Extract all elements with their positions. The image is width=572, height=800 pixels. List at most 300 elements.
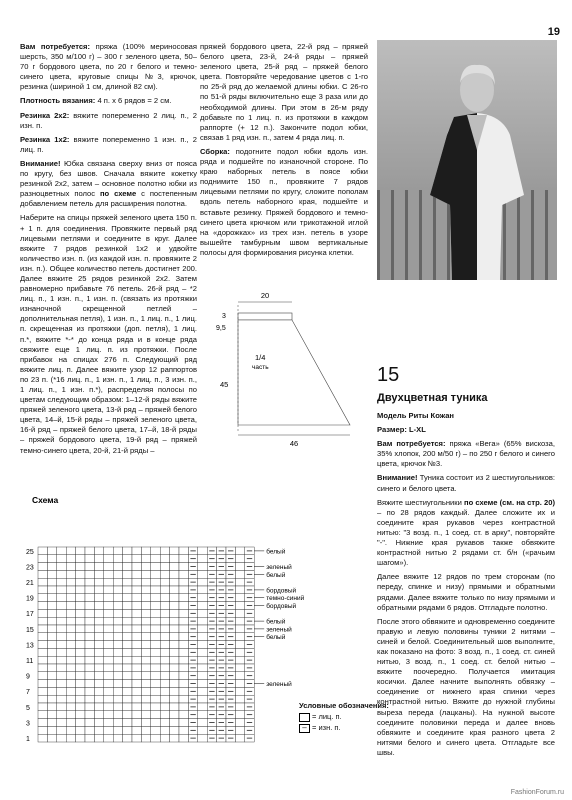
chart-cell xyxy=(94,563,103,571)
chart-cell xyxy=(94,625,103,633)
chart-cell xyxy=(141,547,150,555)
chart-cell xyxy=(76,633,85,641)
chart-cell xyxy=(38,664,47,672)
chart-cell xyxy=(57,648,66,656)
chart-cell xyxy=(94,555,103,563)
color-label: зеленый xyxy=(266,564,292,571)
chart-cell xyxy=(85,547,94,555)
chart-cell xyxy=(132,719,141,727)
chart-cell xyxy=(94,570,103,578)
chart-cell xyxy=(235,719,244,727)
chart-cell xyxy=(160,719,169,727)
chart-cell xyxy=(141,633,150,641)
chart-cell xyxy=(85,578,94,586)
chart-cell xyxy=(66,555,75,563)
chart-cell xyxy=(94,726,103,734)
chart-cell xyxy=(235,547,244,555)
chart-cell xyxy=(132,578,141,586)
chart-cell xyxy=(94,602,103,610)
chart-cell xyxy=(141,594,150,602)
chart-cell xyxy=(141,672,150,680)
chart-cell xyxy=(94,664,103,672)
chart-cell xyxy=(198,734,207,742)
color-label: белый xyxy=(266,571,286,579)
chart-cell xyxy=(198,570,207,578)
chart-cell xyxy=(66,680,75,688)
assembly-label: Сборка: xyxy=(200,146,230,156)
chart-cell xyxy=(113,719,122,727)
chart-cell xyxy=(66,703,75,711)
chart-cell xyxy=(94,609,103,617)
chart-cell xyxy=(76,672,85,680)
chart-cell xyxy=(85,617,94,625)
chart-cell xyxy=(66,570,75,578)
color-label: темно-синий xyxy=(266,595,305,603)
chart-cell xyxy=(170,594,179,602)
tunic-p2: Далее вяжите 12 рядов по трем сторонам (по переду, спинке и низу) прямыми и обратными рядами. Далее вяжите только по низу прямыми и обратными рядами 6 рядов. Отгладьте полотно. xyxy=(377,572,555,612)
chart-cell xyxy=(151,594,160,602)
chart-cell xyxy=(94,680,103,688)
chart-cell xyxy=(113,711,122,719)
chart-cell xyxy=(151,664,160,672)
chart-cell xyxy=(85,719,94,727)
chart-cell xyxy=(235,726,244,734)
chart-cell xyxy=(179,594,188,602)
chart-cell xyxy=(38,726,47,734)
chart-cell xyxy=(47,570,56,578)
main-paragraph: Наберите на спицы пряжей зеленого цвета 150 п. + 1 п. для соединения. Провяжите первый ряд лицевыми петлями и соедините в круг. Далее вяжите 7 рядов резинкой 1х2 и удвойте количество изн. п. (из каждой изн. п. провяжите 2 изн. п.). Общее количество петель достигнет 200. Далее вяжите 25 рядов резинкой 2х2. Затем равномерно прибавьте 76 петель. 26-й ряд – *2 лиц. п., 1 изн. п., 1 изн. п. (связать из протяжки изнаночной скрещенной петлей – дополнительная петля), 1 изн. п., 1 лиц. п., 1 лиц. п. скрещенная из протяжки (доп. петля), 1 лиц. п.*, вяжите *-* до конца ряда и в конце ряда свяжите еще 1 лиц. п. из протяжки. После прибавок на спицах 276 п. Следующий ряд вяжите лиц. п. Далее вяжите узор 12 раппортов по 23 п. (*16 лиц. п., 1 изн. п., 1 лиц. п., 3 изн. п., 1 лиц. п., 1 изн. п.*), распределяя полосы по цветам следующим образом: 1–12-й ряды вяжите пряжей зеленого цвета, 13-й ряд – пряжей белого цвета, 14–й, 15-й ряды – пряжей зеленого цвета, 16-й ряд – пряжей белого цвета, 17–й, 18-й ряды – пряжей бордового цвета, 19-й ряд – пряжей темно-синего цвета, 20-й, 21-й ряды – xyxy=(20,213,197,455)
chart-cell xyxy=(151,648,160,656)
chart-cell xyxy=(160,672,169,680)
chart-cell xyxy=(123,656,132,664)
part-label-2: часть xyxy=(252,364,269,371)
chart-cell xyxy=(57,672,66,680)
chart-cell xyxy=(132,617,141,625)
chart-cell xyxy=(57,711,66,719)
chart-cell xyxy=(151,719,160,727)
chart-cell xyxy=(179,664,188,672)
model-photo xyxy=(377,40,557,280)
chart-grid xyxy=(38,547,254,742)
chart-cell xyxy=(47,602,56,610)
chart-cell xyxy=(57,656,66,664)
chart-cell xyxy=(141,570,150,578)
chart-cell xyxy=(151,703,160,711)
chart-cell xyxy=(132,547,141,555)
chart-cell xyxy=(170,664,179,672)
chart-cell xyxy=(141,664,150,672)
chart-cell xyxy=(38,617,47,625)
chart-cell xyxy=(123,726,132,734)
chart-cell xyxy=(141,578,150,586)
chart-cell xyxy=(132,609,141,617)
chart-cell xyxy=(38,695,47,703)
chart-cell xyxy=(151,570,160,578)
chart-cell xyxy=(38,563,47,571)
rib22-text: вяжите попеременно 2 лиц. п., 2 изн. п. xyxy=(20,110,197,130)
chart-cell xyxy=(76,680,85,688)
chart-cell xyxy=(38,602,47,610)
chart-cell xyxy=(57,578,66,586)
chart-cell xyxy=(123,602,132,610)
chart-cell xyxy=(160,656,169,664)
chart-cell xyxy=(76,656,85,664)
chart-cell xyxy=(132,672,141,680)
chart-cell xyxy=(198,625,207,633)
chart-cell xyxy=(235,664,244,672)
chart-cell xyxy=(76,602,85,610)
chart-cell xyxy=(235,687,244,695)
chart-cell xyxy=(198,594,207,602)
row-number: 1 xyxy=(26,736,30,743)
chart-cell xyxy=(94,734,103,742)
chart-cell xyxy=(113,547,122,555)
chart-cell xyxy=(104,563,113,571)
chart-cell xyxy=(123,695,132,703)
tunic-note-text: Туника состоит из 2 шестиугольников: синего и белого цвета. xyxy=(377,473,555,493)
chart-cell xyxy=(141,563,150,571)
note-label: Внимание! xyxy=(20,158,61,168)
chart-cell xyxy=(160,687,169,695)
materials-label: Вам потребуется: xyxy=(20,42,91,51)
model-author-text: Модель Риты Кожан xyxy=(377,411,455,420)
chart-cell xyxy=(113,617,122,625)
chart-cell xyxy=(66,734,75,742)
row-number: 5 xyxy=(26,704,30,712)
chart-cell xyxy=(104,586,113,594)
chart-cell xyxy=(113,734,122,742)
density-label: Плотность вязания: xyxy=(20,96,96,106)
chart-cell xyxy=(179,648,188,656)
chart-cell xyxy=(132,555,141,563)
chart-cell xyxy=(170,726,179,734)
chart-cell xyxy=(47,563,56,571)
color-label: белый xyxy=(266,634,286,642)
chart-cell xyxy=(113,633,122,641)
chart-cell xyxy=(123,570,132,578)
p1-bold: по схеме (см. на стр. 20) xyxy=(463,497,555,507)
chart-cell xyxy=(57,547,66,555)
chart-cell xyxy=(160,711,169,719)
chart-cell xyxy=(113,586,122,594)
chart-cell xyxy=(66,711,75,719)
chart-cell xyxy=(179,609,188,617)
chart-cell xyxy=(57,734,66,742)
knit-symbol-icon xyxy=(299,713,310,722)
chart-cell xyxy=(85,602,94,610)
chart-cell xyxy=(170,687,179,695)
chart-cell xyxy=(85,687,94,695)
chart-cell xyxy=(151,726,160,734)
chart-cell xyxy=(76,586,85,594)
chart-cell xyxy=(198,656,207,664)
color-label: бордовый xyxy=(266,603,297,610)
chart-cell xyxy=(123,617,132,625)
tunic-materials xyxy=(377,439,555,469)
chart-cell xyxy=(113,570,122,578)
legend-purl-text: = изн. п. xyxy=(312,723,341,732)
dim-bottom: 46 xyxy=(289,439,299,448)
chart-cell xyxy=(113,609,122,617)
chart-cell xyxy=(170,641,179,649)
chart-cell xyxy=(235,656,244,664)
chart-cell xyxy=(123,734,132,742)
chart-cell xyxy=(57,609,66,617)
chart-cell xyxy=(235,633,244,641)
chart-cell xyxy=(198,664,207,672)
chart-cell xyxy=(57,555,66,563)
chart-cell xyxy=(141,609,150,617)
chart-cell xyxy=(179,687,188,695)
chart-cell xyxy=(132,648,141,656)
chart-cell xyxy=(132,586,141,594)
chart-cell xyxy=(113,726,122,734)
chart-cell xyxy=(123,687,132,695)
chart-cell xyxy=(170,617,179,625)
chart-cell xyxy=(141,648,150,656)
tunic-instructions xyxy=(377,364,555,762)
chart-cell xyxy=(66,617,75,625)
chart-cell xyxy=(47,555,56,563)
chart-cell xyxy=(38,656,47,664)
tunic-materials-label: Вам потребуется: xyxy=(377,439,446,449)
chart-cell xyxy=(198,726,207,734)
chart-cell xyxy=(113,680,122,688)
chart-cell xyxy=(141,734,150,742)
density-text: 4 п. х 6 рядов = 2 см. xyxy=(97,96,172,106)
chart-cell xyxy=(170,586,179,594)
chart-cell xyxy=(38,719,47,727)
chart-cell xyxy=(38,555,47,563)
chart-cell xyxy=(141,586,150,594)
chart-cell xyxy=(170,648,179,656)
chart-cell xyxy=(47,594,56,602)
chart-cell xyxy=(132,641,141,649)
chart-cell xyxy=(38,570,47,578)
chart-cell xyxy=(104,672,113,680)
chart-cell xyxy=(123,633,132,641)
chart-cell xyxy=(38,648,47,656)
chart-cell xyxy=(76,687,85,695)
chart-cell xyxy=(179,672,188,680)
chart-cell xyxy=(179,656,188,664)
chart-cell xyxy=(113,555,122,563)
chart-cell xyxy=(235,570,244,578)
project-number: 15 xyxy=(377,364,400,386)
p1-rest: – по 28 рядов каждый. Далее сложите их и соедините края рукавов через контрастной нитью: "3 возд. п., 1 соед. ст. в арку", повторяйте "-". Нижние края рукавов также обвяжите контрастной нитью 2 рядами ст. б/н («рачьим шагом»). xyxy=(377,507,555,568)
chart-cell xyxy=(85,656,94,664)
chart-cell xyxy=(85,734,94,742)
chart-cell xyxy=(76,734,85,742)
chart-cell xyxy=(123,594,132,602)
chart-cell xyxy=(104,547,113,555)
chart-cell xyxy=(47,726,56,734)
chart-cell xyxy=(170,633,179,641)
model-author xyxy=(377,411,555,421)
chart-cell xyxy=(198,602,207,610)
chart-cell xyxy=(170,602,179,610)
chart-cell xyxy=(76,563,85,571)
chart-cell xyxy=(104,594,113,602)
chart-cell xyxy=(66,547,75,555)
chart-cell xyxy=(57,570,66,578)
chart-cell xyxy=(170,680,179,688)
chart-cell xyxy=(179,555,188,563)
legend-title: Условные обозначения: xyxy=(299,701,389,710)
chart-cell xyxy=(47,734,56,742)
size-paragraph xyxy=(377,425,555,435)
chart-cell xyxy=(47,625,56,633)
chart-cell xyxy=(123,672,132,680)
chart-cell xyxy=(170,547,179,555)
chart-cell xyxy=(94,703,103,711)
chart-cell xyxy=(170,570,179,578)
chart-cell xyxy=(160,648,169,656)
color-label: зеленый xyxy=(266,626,292,634)
p1-start: Вяжите шестиугольники xyxy=(377,497,462,507)
chart-cell xyxy=(104,719,113,727)
chart-cell xyxy=(235,602,244,610)
chart-cell xyxy=(132,656,141,664)
chart-cell xyxy=(66,719,75,727)
chart-cell xyxy=(179,570,188,578)
tunic-materials-text: пряжа «Вега» (65% вискоза, 35% хлопок, 200 м/50 г) – по 250 г белого и синего цвета, крючок №3. xyxy=(377,439,556,469)
chart-cell xyxy=(113,672,122,680)
chart-cell xyxy=(66,586,75,594)
chart-cell xyxy=(38,703,47,711)
chart-cell xyxy=(160,609,169,617)
chart-cell xyxy=(179,547,188,555)
chart-cell xyxy=(160,695,169,703)
chart-cell xyxy=(132,734,141,742)
chart-cell xyxy=(123,555,132,563)
chart-cell xyxy=(104,633,113,641)
chart-cell xyxy=(160,555,169,563)
chart-cell xyxy=(151,641,160,649)
chart-cell xyxy=(160,578,169,586)
chart-cell xyxy=(235,625,244,633)
chart-cell xyxy=(57,633,66,641)
chart-cell xyxy=(94,687,103,695)
chart-cell xyxy=(57,680,66,688)
chart-cell xyxy=(57,563,66,571)
density-paragraph xyxy=(20,96,197,106)
chart-cell xyxy=(94,594,103,602)
chart-cell xyxy=(123,648,132,656)
chart-cell xyxy=(76,703,85,711)
chart-cell xyxy=(235,648,244,656)
chart-cell xyxy=(76,555,85,563)
chart-cell xyxy=(179,602,188,610)
chart-cell xyxy=(141,617,150,625)
chart-cell xyxy=(38,609,47,617)
chart-cell xyxy=(198,547,207,555)
chart-cell xyxy=(66,695,75,703)
continuation-paragraph: пряжей бордового цвета, 22-й ряд – пряжей белого цвета, 23-й, 24-й ряды – пряжей зеленого цвета, 25-й ряд – пряжей белого цвета. Повторяйте чередование цветов с 1-го по 25-й ряд до желаемой длины юбки. С 26-го по 51-й ряды включительно еще 3 раза или до необходимой длины. При этом в 26-м ряду добавьте по 1 лиц. п. из протяжки в каждом раппорте (+ 12 п.). Закончите подол юбки, связав 1 ряд изн. п., затем 4 ряда лиц. п. xyxy=(200,42,368,142)
chart-legend xyxy=(299,700,389,733)
chart-cell xyxy=(132,711,141,719)
legend-purl xyxy=(299,722,389,733)
chart-cell xyxy=(57,594,66,602)
chart-cell xyxy=(57,664,66,672)
chart-cell xyxy=(235,695,244,703)
chart-cell xyxy=(76,648,85,656)
chart-cell xyxy=(179,726,188,734)
chart-cell xyxy=(113,594,122,602)
chart-cell xyxy=(132,563,141,571)
chart-cell xyxy=(76,695,85,703)
chart-cell xyxy=(57,719,66,727)
chart-cell xyxy=(198,703,207,711)
chart-cell xyxy=(66,609,75,617)
chart-cell xyxy=(151,711,160,719)
chart-cell xyxy=(66,641,75,649)
assembly-text: подогните подол юбки вдоль изн. ряда и подшейте по изнаночной стороне. По краю наборных петель в поясе юбки поднимите 150 п., провяжите 7 рядов лицевыми петлями по кругу, сложите пополам вдоль петель наборного края, подшейте и вставьте резинку. Пряжей бордового и темно-синего цвета крючком или трикотажной иглой на «дорожках» из трех изн. петель в узоре вышейте тамбурным швом вертикальные полосы для формирования рисунка клетки. xyxy=(200,146,368,257)
chart-cell xyxy=(132,664,141,672)
chart-cell xyxy=(104,570,113,578)
chart-cell xyxy=(198,586,207,594)
chart-cell xyxy=(104,602,113,610)
chart-cell xyxy=(132,703,141,711)
chart-cell xyxy=(160,703,169,711)
chart-cell xyxy=(160,570,169,578)
row-number: 25 xyxy=(26,548,34,556)
chart-cell xyxy=(104,625,113,633)
chart-cell xyxy=(85,555,94,563)
chart-cell xyxy=(104,609,113,617)
chart-cell xyxy=(235,609,244,617)
tunic-note-label: Внимание! xyxy=(377,473,418,483)
chart-cell xyxy=(132,594,141,602)
chart-cell xyxy=(235,672,244,680)
chart-cell xyxy=(235,703,244,711)
chart-cell xyxy=(38,641,47,649)
chart-cell xyxy=(47,578,56,586)
chart-cell xyxy=(47,664,56,672)
chart-cell xyxy=(170,578,179,586)
chart-cell xyxy=(94,578,103,586)
chart-cell xyxy=(160,563,169,571)
chart-cell xyxy=(235,711,244,719)
color-labels xyxy=(254,547,304,688)
chart-cell xyxy=(141,641,150,649)
skirt-instructions xyxy=(20,42,197,460)
chart-cell xyxy=(85,672,94,680)
size-label: Размер: xyxy=(377,425,407,435)
chart-cell xyxy=(47,656,56,664)
purl-symbol-icon: – xyxy=(299,724,310,733)
chart-cell xyxy=(57,687,66,695)
chart-cell xyxy=(38,633,47,641)
chart-cell xyxy=(66,602,75,610)
chart-cell xyxy=(160,586,169,594)
chart-cell xyxy=(151,602,160,610)
chart-cell xyxy=(198,695,207,703)
chart-cell xyxy=(47,719,56,727)
chart-cell xyxy=(132,695,141,703)
chart-cell xyxy=(141,656,150,664)
chart-cell xyxy=(141,687,150,695)
chart-cell xyxy=(151,695,160,703)
chart-cell xyxy=(235,563,244,571)
chart-cell xyxy=(38,578,47,586)
chart-cell xyxy=(179,680,188,688)
chart-cell xyxy=(132,625,141,633)
chart-cell xyxy=(198,617,207,625)
chart-cell xyxy=(123,711,132,719)
chart-cell xyxy=(198,641,207,649)
chart-cell xyxy=(104,703,113,711)
